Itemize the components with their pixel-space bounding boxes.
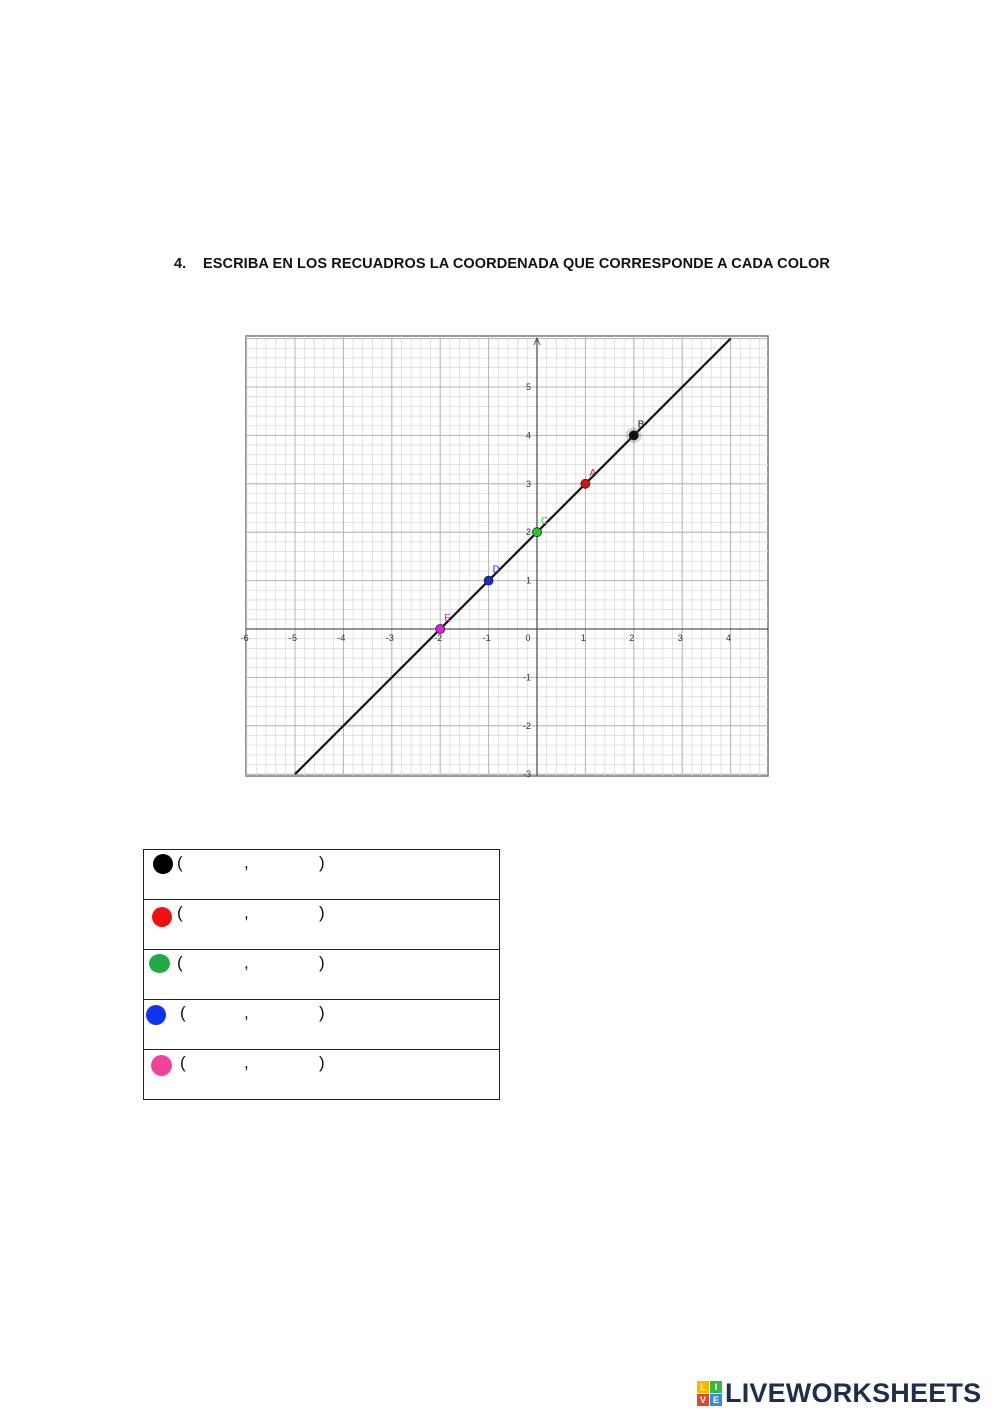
y-tick-label: 5 bbox=[525, 382, 531, 392]
answer-comma: , bbox=[244, 953, 249, 972]
x-tick-label: -5 bbox=[288, 633, 298, 643]
point-label: A bbox=[589, 467, 597, 479]
answer-table bbox=[143, 849, 500, 1100]
point-label: B bbox=[637, 419, 645, 431]
y-tick-label: -1 bbox=[522, 672, 531, 683]
answer-close-paren: ) bbox=[319, 1003, 325, 1022]
answer-row bbox=[144, 950, 499, 1000]
point-d bbox=[484, 576, 493, 585]
liveworksheets-logo bbox=[697, 1378, 981, 1408]
answer-close-paren: ) bbox=[319, 1053, 325, 1072]
answer-comma: , bbox=[244, 853, 249, 872]
answer-row bbox=[144, 900, 499, 950]
answer-row bbox=[144, 1050, 499, 1100]
answer-row bbox=[144, 850, 499, 900]
answer-open-paren: ( bbox=[177, 953, 183, 972]
answer-comma: , bbox=[244, 903, 249, 922]
x-tick-label: 3 bbox=[677, 633, 683, 643]
question-number: 4. bbox=[174, 256, 187, 272]
answer-open-paren: ( bbox=[177, 903, 183, 922]
question-text: ESCRIBA EN LOS RECUADROS LA COORDENADA QUE CORRESPONDE A CADA COLOR bbox=[203, 256, 831, 272]
point-label: D bbox=[492, 564, 500, 576]
color-dot-icon bbox=[149, 954, 170, 973]
color-dot-icon bbox=[153, 854, 173, 874]
answer-close-paren: ) bbox=[319, 903, 325, 922]
answer-comma: , bbox=[244, 1053, 249, 1072]
logo-mark-tile: I bbox=[710, 1381, 722, 1393]
answer-close-paren: ) bbox=[319, 953, 325, 972]
logo-mark-icon bbox=[697, 1381, 722, 1406]
point-e bbox=[436, 625, 445, 634]
y-tick-label: 4 bbox=[525, 430, 531, 441]
point-a bbox=[581, 479, 590, 488]
x-tick-label: -2 bbox=[434, 633, 443, 643]
answer-row bbox=[144, 1000, 499, 1050]
logo-mark-tile: L bbox=[697, 1381, 709, 1393]
y-tick-label: 1 bbox=[525, 575, 531, 586]
x-tick-label: -1 bbox=[482, 633, 491, 643]
x-tick-label: -4 bbox=[337, 633, 346, 643]
color-dot-icon bbox=[146, 1005, 166, 1025]
y-tick-label: -3 bbox=[522, 769, 531, 780]
logo-mark-tile: E bbox=[710, 1394, 722, 1406]
point-c bbox=[533, 528, 542, 537]
color-dot-icon bbox=[152, 907, 172, 927]
point-label: C bbox=[541, 516, 549, 528]
y-tick-label: 2 bbox=[525, 527, 531, 538]
color-dot-icon bbox=[151, 1055, 172, 1076]
logo-mark-tile: V bbox=[697, 1394, 709, 1406]
y-tick-label: -2 bbox=[522, 720, 531, 731]
x-tick-label: 1 bbox=[580, 633, 586, 643]
point-b bbox=[629, 431, 638, 440]
answer-open-paren: ( bbox=[177, 853, 183, 872]
x-tick-label: 0 bbox=[525, 633, 531, 643]
point-label: E bbox=[444, 613, 451, 624]
x-tick-label: 4 bbox=[726, 633, 732, 643]
x-tick-label: -6 bbox=[240, 633, 249, 643]
answer-close-paren: ) bbox=[319, 853, 325, 872]
y-tick-label: 3 bbox=[525, 478, 531, 489]
x-tick-label: 2 bbox=[629, 633, 635, 643]
answer-open-paren: ( bbox=[180, 1053, 186, 1072]
logo-text: LIVEWORKSHEETS bbox=[725, 1377, 982, 1408]
x-tick-label: -3 bbox=[385, 633, 394, 643]
answer-comma: , bbox=[244, 1003, 249, 1022]
answer-open-paren: ( bbox=[180, 1003, 186, 1022]
